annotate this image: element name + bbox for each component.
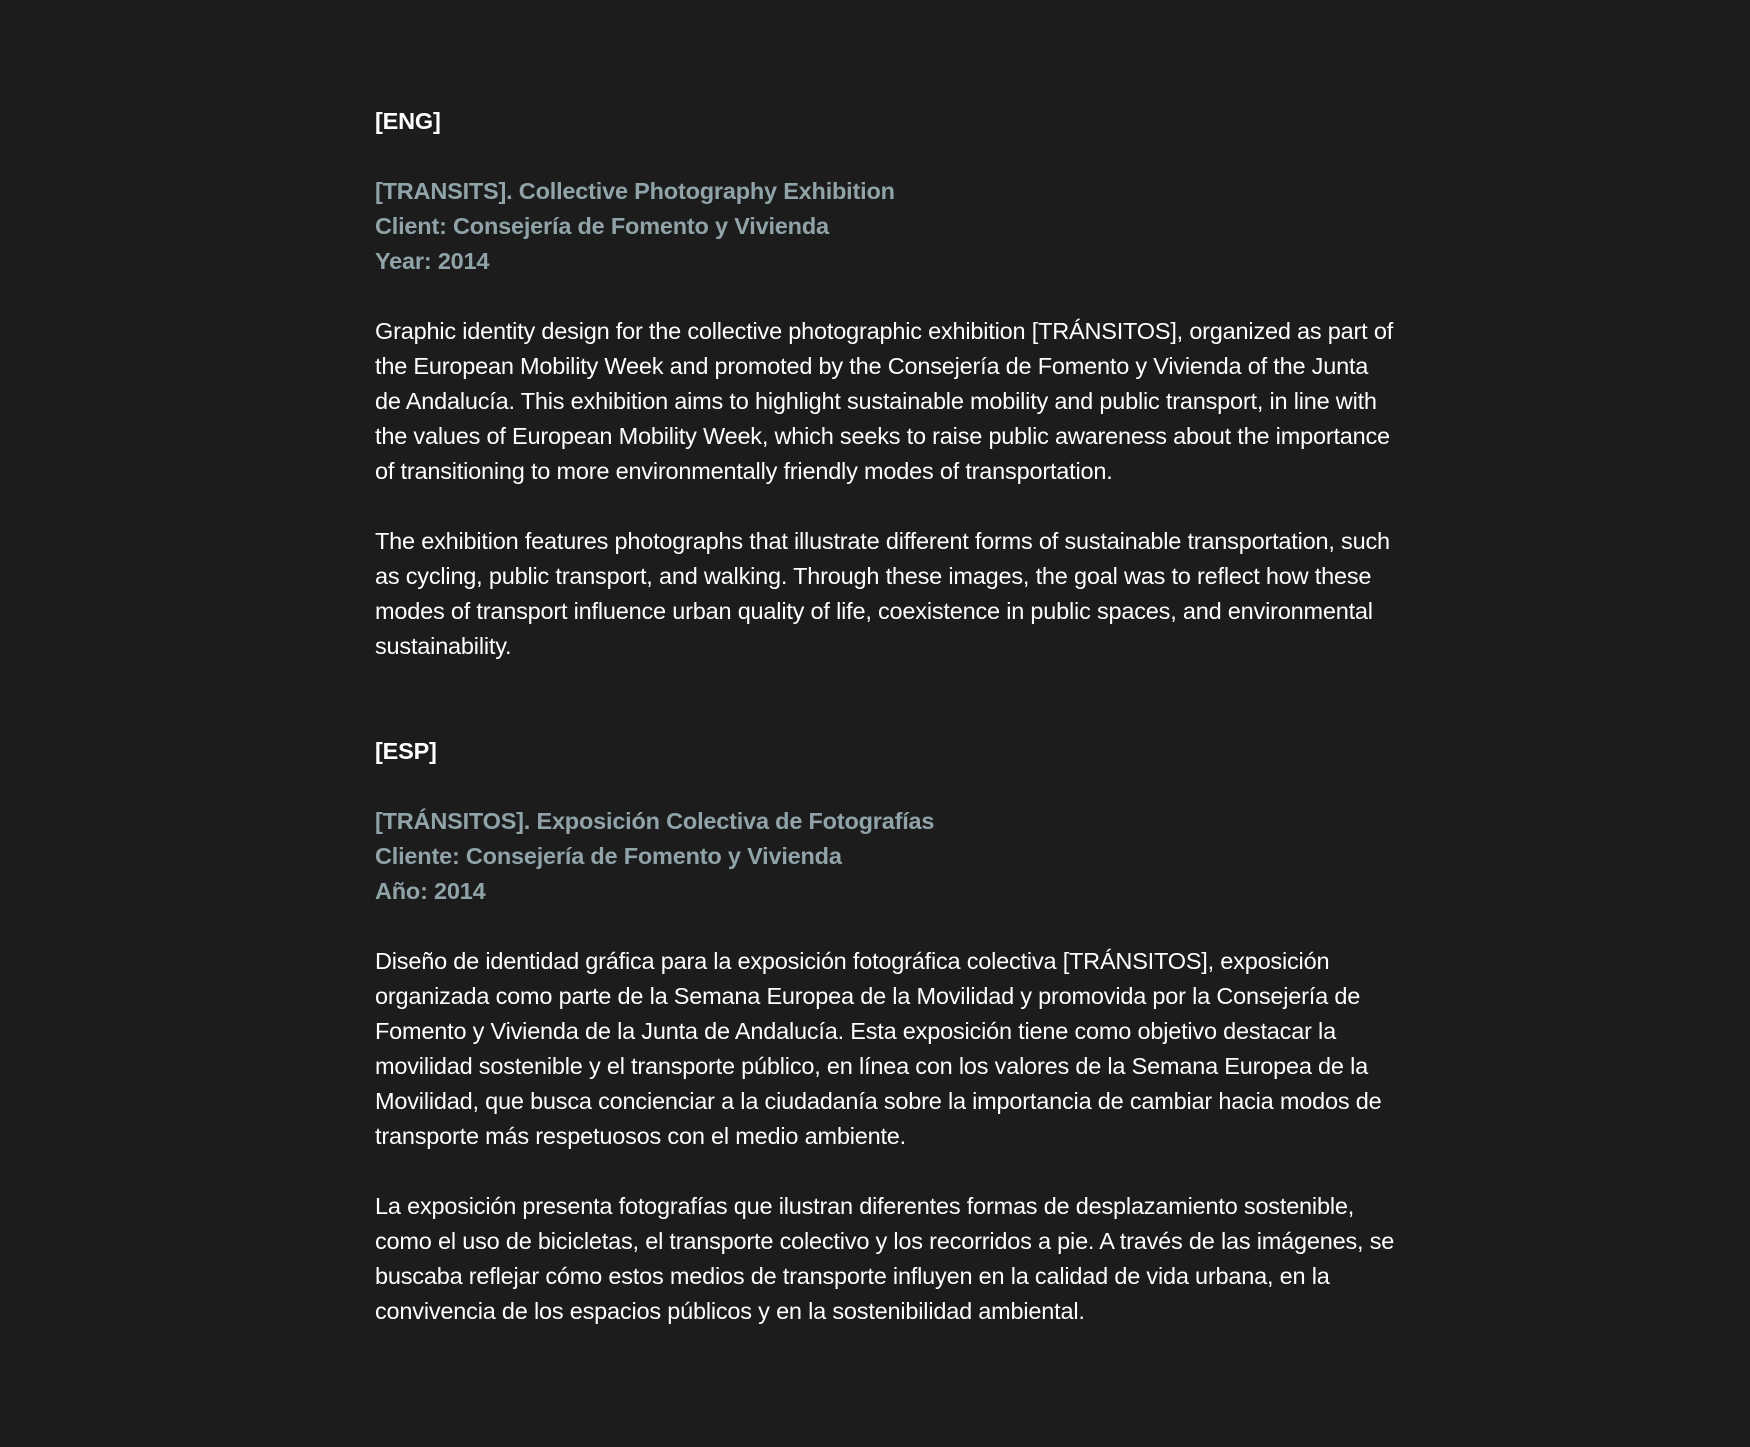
project-description bbox=[375, 104, 1395, 1364]
project-title-esp: [TRÁNSITOS]. Exposición Colectiva de Fotografías bbox=[375, 808, 935, 834]
section-spacer bbox=[375, 699, 1395, 734]
description-paragraph-esp-2: La exposición presenta fotografías que ilustran diferentes formas de desplazamiento sostenible, como el uso de bicicletas, el transporte colectivo y los recorridos a pie. A través de las imágenes, se buscaba reflejar cómo estos medios de transporte influyen en la calidad de vida urbana, en la convivencia de los espacios públicos y en la sostenibilidad ambiental. bbox=[375, 1193, 1395, 1324]
project-meta-esp bbox=[375, 804, 1395, 909]
spanish-section bbox=[375, 734, 1395, 1329]
language-tag-esp: [ESP] bbox=[375, 738, 437, 764]
description-paragraph-eng-1: Graphic identity design for the collective photographic exhibition [TRÁNSITOS], organized as part of the European Mobility Week and promoted by the Consejería de Fomento y Vivienda of the Junta de Andalucía. This exhibition aims to highlight sustainable mobility and public transport, in line with the values of European Mobility Week, which seeks to raise public awareness about the importance of transitioning to more environmentally friendly modes of transportation. bbox=[375, 318, 1394, 484]
project-client-eng: Client: Consejería de Fomento y Vivienda bbox=[375, 213, 829, 239]
project-client-esp: Cliente: Consejería de Fomento y Vivienda bbox=[375, 843, 842, 869]
project-year-esp: Año: 2014 bbox=[375, 878, 486, 904]
english-section bbox=[375, 104, 1395, 664]
language-tag-eng: [ENG] bbox=[375, 108, 441, 134]
project-title-eng: [TRANSITS]. Collective Photography Exhibition bbox=[375, 178, 895, 204]
project-meta-eng bbox=[375, 174, 1395, 279]
description-paragraph-esp-1: Diseño de identidad gráfica para la exposición fotográfica colectiva [TRÁNSITOS], exposición organizada como parte de la Semana Europea de la Movilidad y promovida por la Consejería de Fomento y Vivienda de la Junta de Andalucía. Esta exposición tiene como objetivo destacar la movilidad sostenible y el transporte público, en línea con los valores de la Semana Europea de la Movilidad, que busca concienciar a la ciudadanía sobre la importancia de cambiar hacia modos de transporte más respetuosos con el medio ambiente. bbox=[375, 948, 1382, 1149]
description-paragraph-eng-2: The exhibition features photographs that illustrate different forms of sustainable transportation, such as cycling, public transport, and walking. Through these images, the goal was to reflect how these modes of transport influence urban quality of life, coexistence in public spaces, and environmental sustainability. bbox=[375, 528, 1390, 659]
project-year-eng: Year: 2014 bbox=[375, 248, 490, 274]
